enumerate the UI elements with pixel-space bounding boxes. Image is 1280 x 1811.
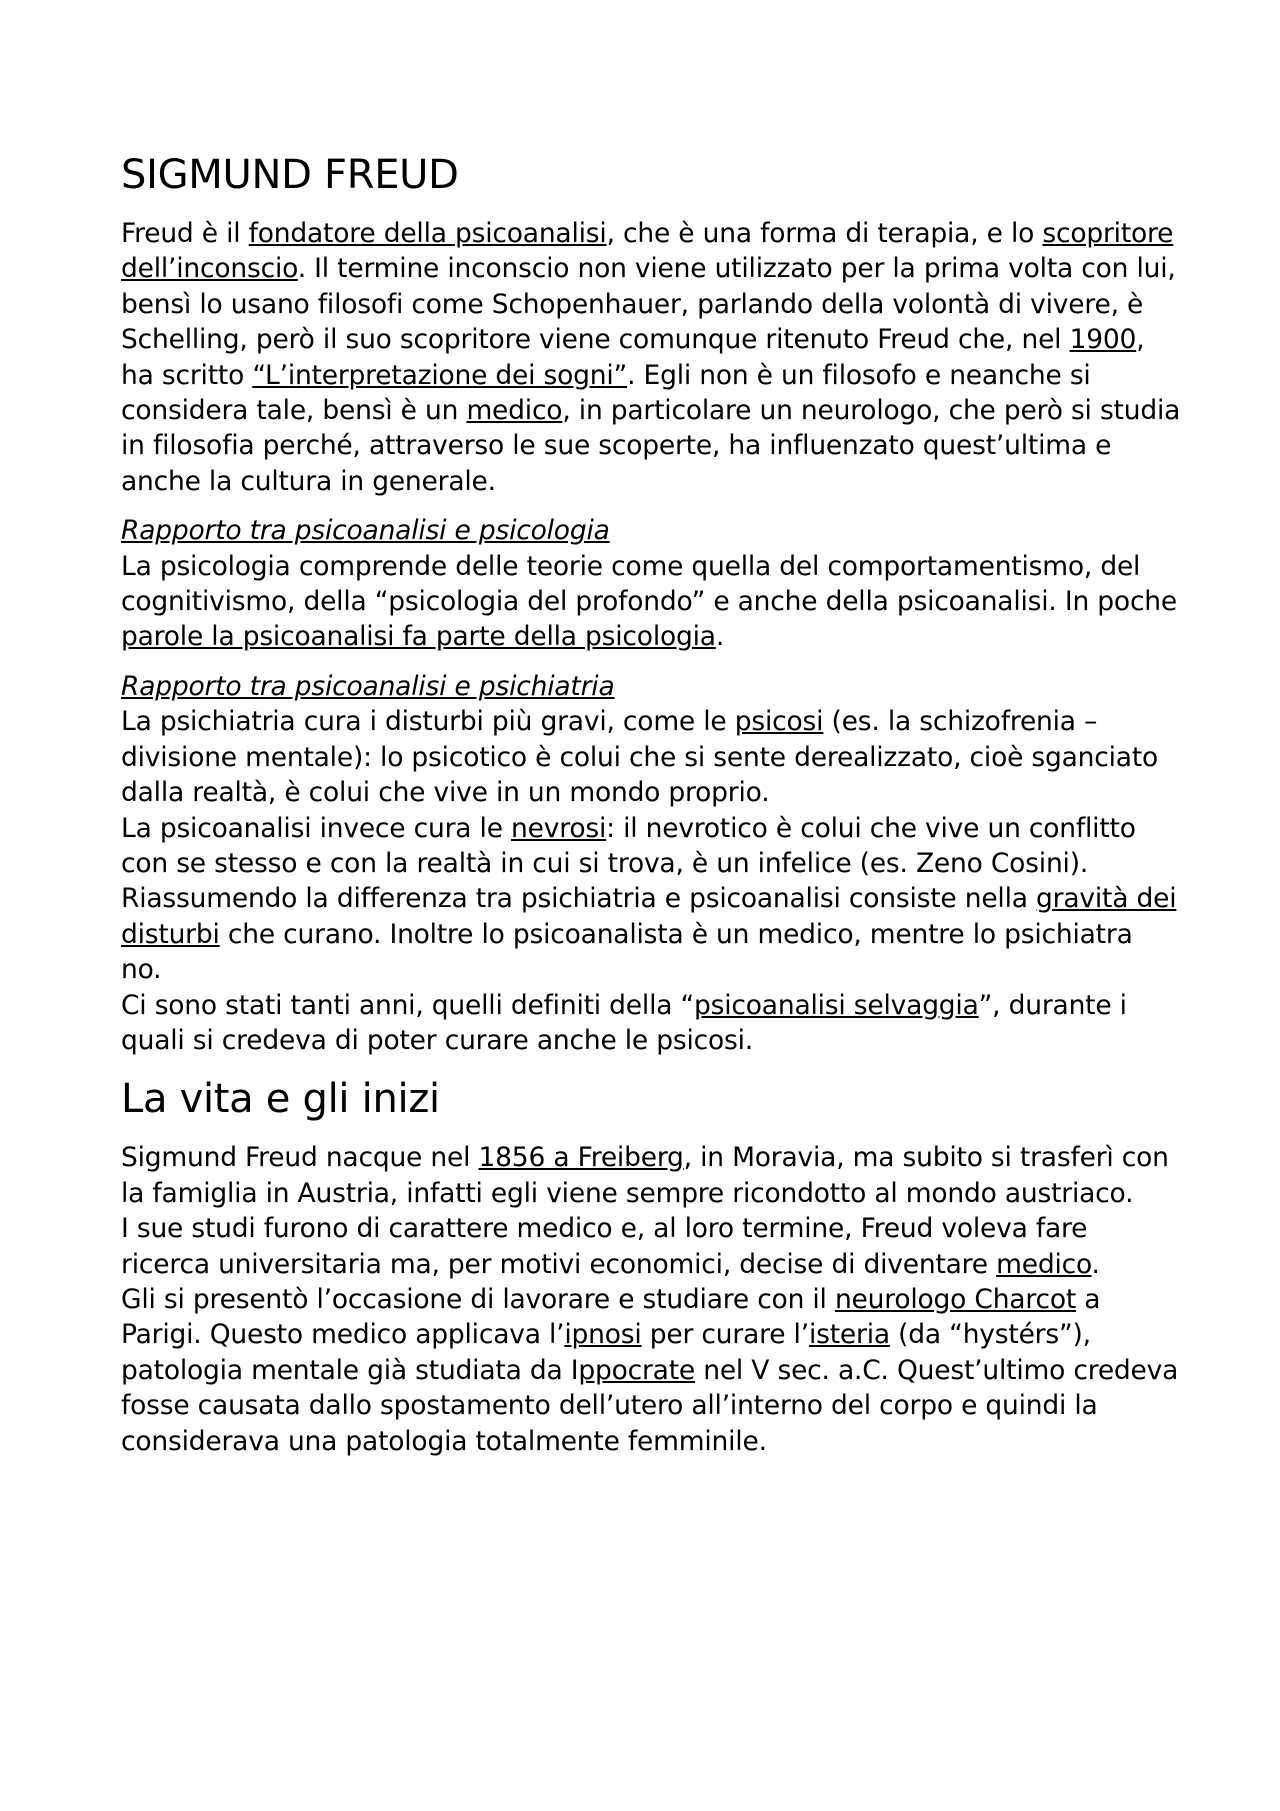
text-run: La psicologia comprende delle teorie come quella del comportamentismo, del cognitivismo, della “psicologia del profondo” e anche della psicoanalisi. In poche — [121, 550, 1178, 618]
text-run: La psicoanalisi invece cura le — [121, 812, 512, 844]
underlined-text: neurologo Charcot — [834, 1283, 1077, 1315]
underlined-text: medico — [996, 1248, 1092, 1280]
psichiatria-paragraph-1 — [121, 704, 1181, 810]
text-run: Freud è il — [121, 218, 249, 249]
text-run: Sigmund Freud nacque nel — [121, 1142, 479, 1174]
text-run: Riassumendo la differenza tra psichiatria e psicoanalisi consiste nella — [121, 883, 1037, 915]
vita-paragraph-3 — [121, 1282, 1181, 1459]
text-run: Ci sono stati tanti anni, quelli definiti della “ — [121, 989, 695, 1021]
vita-paragraph-1 — [121, 1140, 1181, 1211]
section-heading-psichiatria: Rapporto tra psicoanalisi e psichiatria — [121, 670, 615, 702]
section-psichiatria — [121, 669, 1181, 1058]
underlined-text: psicoanalisi selvaggia — [694, 989, 979, 1021]
text-run: che curano. Inoltre lo psicoanalista è un medico, mentre lo psichiatra no. — [121, 918, 1133, 986]
underlined-text: medico — [466, 395, 563, 427]
text-run: per curare l’ — [641, 1319, 809, 1351]
text-run: . — [715, 621, 725, 653]
underlined-text: parole la psicoanalisi fa parte della psicologia — [121, 621, 716, 653]
psichiatria-paragraph-2 — [121, 811, 1181, 882]
underlined-text: “L’interpretazione dei sogni” — [252, 359, 628, 391]
underlined-text: nevrosi — [511, 812, 607, 844]
text-run: I sue studi furono di carattere medico e, al loro termine, Freud voleva fare ricerca universitaria ma, per motivi economici, decise di diventare — [121, 1213, 1088, 1280]
text-run: . Il termine inconscio non viene utilizzato per la prima volta con lui, bensì lo usano filosofi come Schopenhauer, parlando della volontà di vivere, è Schelling, però il suo scopritore viene comunque ritenuto Freud che, nel — [121, 253, 1176, 356]
text-run: nel V sec. a.C. Quest’ultimo credeva fosse causata dallo spostamento dell’utero all’interno del corpo e quindi la considerava una patologia totalmente femminile. — [121, 1354, 1179, 1457]
section-heading-vita: La vita e gli inizi — [121, 1076, 440, 1123]
document-page — [121, 148, 1181, 1459]
text-run: (es. la schizofrenia – divisione mentale): lo psicotico è colui che si sente derealizzato, cioè sganciato dalla realtà, è colui che vive in un mondo proprio. — [121, 706, 1159, 809]
psichiatria-paragraph-4 — [121, 988, 1181, 1059]
text-run: a Parigi. Questo medico applicava l’ — [121, 1283, 1101, 1351]
underlined-text: scopritore dell’inconscio — [121, 218, 1174, 285]
text-run: ”, durante i quali si credeva di poter curare anche le psicosi. — [121, 989, 1127, 1056]
vita-paragraph-2 — [121, 1211, 1181, 1282]
underlined-text: psicosi — [734, 706, 824, 738]
document-title: SIGMUND FREUD — [121, 152, 459, 198]
psichiatria-paragraph-3 — [121, 881, 1181, 987]
intro-paragraph — [121, 216, 1181, 499]
underlined-text: ppocrate — [578, 1354, 695, 1386]
text-run: La psichiatria cura i disturbi più gravi, come le — [121, 706, 735, 738]
text-run: , che è una forma di terapia, e lo — [606, 218, 1043, 249]
section-psicologia — [121, 513, 1181, 655]
text-run: . Egli non è un filosofo e neanche si considera tale, bensì è un — [121, 359, 1091, 427]
text-run: Gli si presentò l’occasione di lavorare e studiare con il — [121, 1283, 835, 1315]
text-run: : il nevrotico è colui che vive un conflitto con se stesso e con la realtà in cui si trova, è un infelice (es. Zeno Cosini). — [121, 812, 1136, 879]
text-run: , in Moravia, ma subito si trasferì con la famiglia in Austria, infatti egli viene sempre ricondotto al mondo austriaco. — [121, 1142, 1169, 1209]
section-heading-psicologia: Rapporto tra psicoanalisi e psicologia — [121, 515, 610, 547]
text-run: , ha scritto — [121, 324, 1145, 391]
underlined-text: isteria — [808, 1319, 890, 1351]
psicologia-paragraph — [121, 549, 1181, 655]
underlined-text: 1856 a Freiberg — [478, 1142, 684, 1174]
text-run: , in particolare un neurologo, che però si studia in filosofia perché, attraverso le sue scoperte, ha influenzato quest’ultima e anche la cultura in generale. — [121, 395, 1181, 497]
section-vita — [121, 1072, 1181, 1459]
text-run: (da “hystérs”), patologia mentale già studiata da I — [121, 1319, 1091, 1386]
underlined-text: gravità dei disturbi — [121, 883, 1177, 950]
text-run: . — [1091, 1248, 1100, 1280]
underlined-text: fondatore della psicoanalisi — [248, 218, 607, 249]
underlined-text: 1900 — [1069, 324, 1137, 356]
underlined-text: ipnosi — [564, 1319, 642, 1351]
